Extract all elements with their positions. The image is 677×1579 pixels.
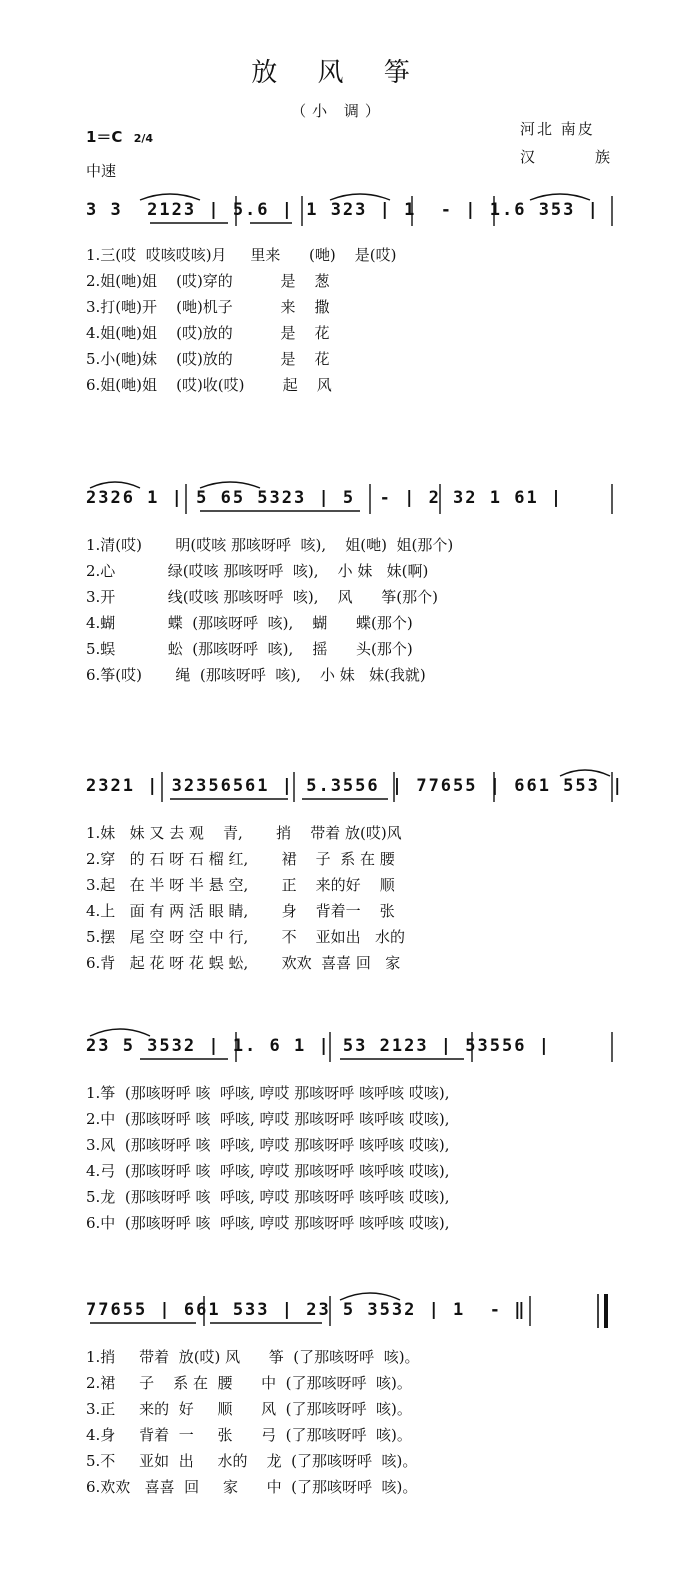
song-subtitle: （小 调）: [291, 102, 386, 120]
verse-line: 6.中 (那咳呀呼 咳 呼咳, 哼哎 那咳呀呼 咳呼咳 哎咳),: [86, 1214, 450, 1232]
verse-line: 5.小(哋)妹 (哎)放的 是 花: [86, 350, 330, 368]
verse-line: 5.龙 (那咳呀呼 咳 呼咳, 哼哎 那咳呀呼 咳呼咳 哎咳),: [86, 1188, 450, 1206]
verse-line: 5.蜈 蚣 (那咳呀呼 咳), 摇 头(那个): [86, 640, 413, 658]
verse-line: 2.姐(哋)姐 (哎)穿的 是 葱: [86, 272, 330, 290]
verse-line: 1.三(哎 哎咳哎咳)月 里来 (哋) 是(哎): [86, 246, 397, 264]
verse-line: 5.不 亚如 出 水的 龙 (了那咳呀呼 咳)。: [86, 1452, 418, 1470]
notation-line-2: 2326 1 | 5 65 5323 | 5 - | 2 32 1 61 |: [86, 488, 564, 508]
verse-line: 2.穿 的 石 呀 石 榴 红, 裙 子 系 在 腰: [86, 850, 395, 868]
verse-line: 4.身 背着 一 张 弓 (了那咳呀呼 咳)。: [86, 1426, 412, 1444]
ethnic-left: 汉: [520, 148, 536, 166]
verse-line: 2.中 (那咳呀呼 咳 呼咳, 哼哎 那咳呀呼 咳呼咳 哎咳),: [86, 1110, 450, 1128]
key-label: 1＝C: [86, 128, 123, 146]
verse-line: 1.妹 妹 又 去 观 青, 捎 带着 放(哎)风: [86, 824, 402, 842]
verse-line: 4.上 面 有 两 活 眼 睛, 身 背着一 张: [86, 902, 395, 920]
region-label: 河北 南皮: [520, 120, 595, 138]
verse-line: 2.裙 子 系 在 腰 中 (了那咳呀呼 咳)。: [86, 1374, 412, 1392]
time-signature: 2/4: [133, 132, 154, 145]
verse-line: 6.欢欢 喜喜 回 家 中 (了那咳呀呼 咳)。: [86, 1478, 418, 1496]
verse-line: 2.心 绿(哎咳 那咳呀呼 咳), 小 妹 妹(啊): [86, 562, 429, 580]
tempo-marking: 中速: [86, 162, 117, 180]
verse-line: 1.清(哎) 明(哎咳 那咳呀呼 咳), 姐(哋) 姐(那个): [86, 536, 454, 554]
verse-line: 6.背 起 花 呀 花 蜈 蚣, 欢欢 喜喜 回 家: [86, 954, 401, 972]
verse-line: 3.正 来的 好 顺 风 (了那咳呀呼 咳)。: [86, 1400, 412, 1418]
verse-line: 3.起 在 半 呀 半 悬 空, 正 来的好 顺: [86, 876, 395, 894]
ethnic-right: 族: [594, 148, 610, 166]
verse-line: 4.弓 (那咳呀呼 咳 呼咳, 哼哎 那咳呀呼 咳呼咳 哎咳),: [86, 1162, 450, 1180]
song-title: 放 风 筝: [251, 58, 426, 88]
notation-line-5: 77655 | 661 533 | 23 5 3532 | 1 - ‖: [86, 1300, 527, 1320]
notation-line-3: 2321 | 32356561 | 5.3556 | 77655 | 661 553 |: [86, 776, 625, 796]
verse-line: 4.姐(哋)姐 (哎)放的 是 花: [86, 324, 330, 342]
verse-line: 3.开 线(哎咳 那咳呀呼 咳), 风 筝(那个): [86, 588, 438, 606]
verse-line: 6.筝(哎) 绳 (那咳呀呼 咳), 小 妹 妹(我就): [86, 666, 426, 684]
verse-line: 6.姐(哋)姐 (哎)收(哎) 起 风: [86, 376, 332, 394]
verse-line: 3.风 (那咳呀呼 咳 呼咳, 哼哎 那咳呀呼 咳呼咳 哎咳),: [86, 1136, 450, 1154]
verse-line: 1.捎 带着 放(哎) 风 筝 (了那咳呀呼 咳)。: [86, 1348, 420, 1366]
verse-line: 5.摆 尾 空 呀 空 中 行, 不 亚如出 水的: [86, 928, 405, 946]
verse-line: 3.打(哋)开 (哋)机子 来 撒: [86, 298, 330, 316]
notation-line-1: 3 3 2123 | 5.6 | 1 323 | 1 - | 1.6 353 |: [86, 200, 600, 220]
verse-line: 1.筝 (那咳呀呼 咳 呼咳, 哼哎 那咳呀呼 咳呼咳 哎咳),: [86, 1084, 450, 1102]
notation-line-4: 23 5 3532 | 1. 6 1 | 53 2123 | 53556 |: [86, 1036, 551, 1056]
verse-line: 4.蝴 蝶 (那咳呀呼 咳), 蝴 蝶(那个): [86, 614, 413, 632]
